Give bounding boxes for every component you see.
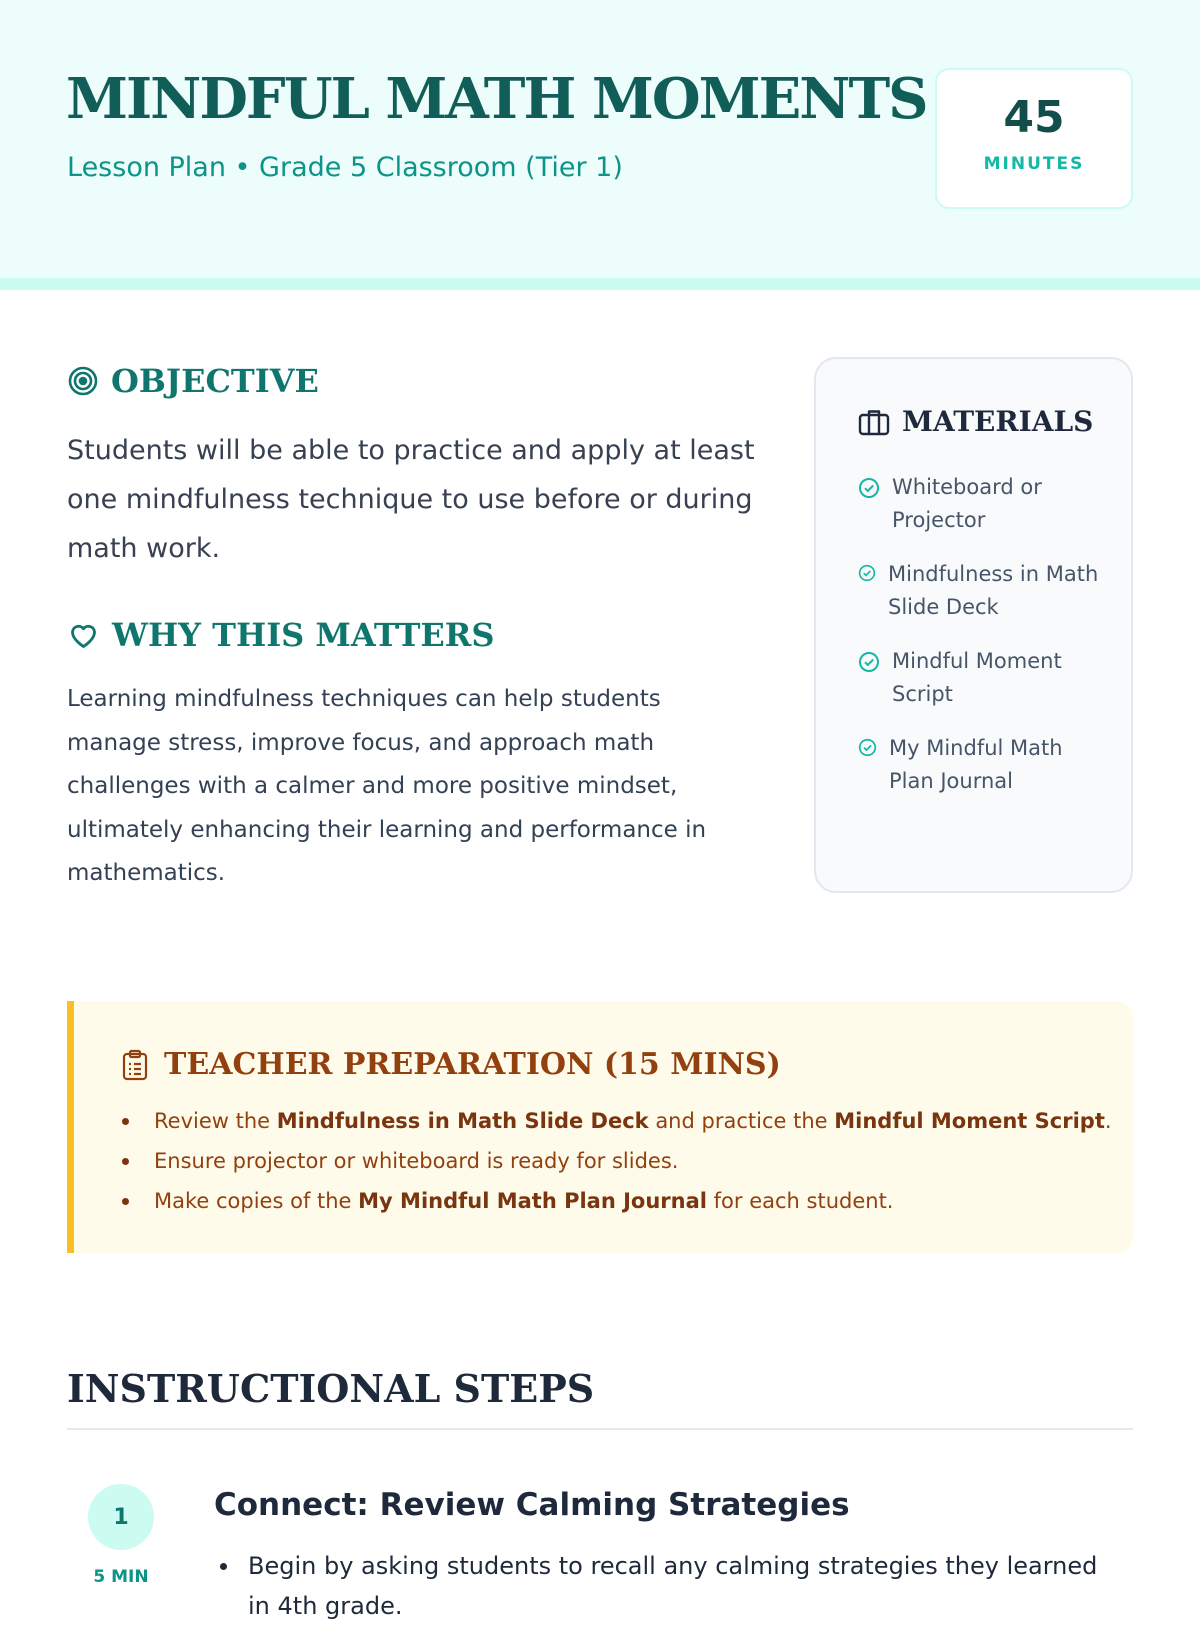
divider <box>67 1428 1133 1430</box>
check-circle-icon <box>858 738 877 757</box>
prep-heading <box>122 1047 781 1082</box>
text: and practice the <box>648 1109 835 1133</box>
prep-list <box>122 1101 1122 1221</box>
check-circle-icon <box>858 651 880 673</box>
teacher-prep-callout <box>67 1001 1133 1253</box>
list-item: Begin by asking students to recall any calming strategies they learned in 4th grade. <box>220 1546 1120 1626</box>
list-item <box>858 645 1108 711</box>
target-icon <box>67 365 99 397</box>
step-bullets <box>220 1546 1120 1626</box>
materials-heading <box>858 405 1093 438</box>
text: Ensure projector or whiteboard is ready for slides. <box>154 1149 679 1173</box>
list-item <box>858 732 1108 798</box>
list-item <box>858 558 1108 624</box>
duration-unit: MINUTES <box>983 154 1085 174</box>
text: Review the <box>154 1109 277 1133</box>
objective-heading-label: OBJECTIVE <box>111 362 319 400</box>
step-time: 5 MIN <box>93 1567 149 1587</box>
objective-text: Students will be able to practice and apply at least one mindfulness technique to use before or during math work. <box>67 435 755 564</box>
check-circle-icon <box>858 564 876 582</box>
steps-heading: INSTRUCTIONAL STEPS <box>67 1366 595 1411</box>
emphasis: My Mindful Math Plan Journal <box>358 1189 707 1213</box>
heart-icon <box>67 620 100 651</box>
materials-card <box>814 357 1133 893</box>
why-text: Learning mindfulness techniques can help students manage stress, improve focus, and approach math challenges with a calmer and more positive mindset, ultimately enhancing their learning and performance in mathematics. <box>67 686 707 886</box>
why-heading-label: WHY THIS MATTERS <box>112 616 495 654</box>
text: Make copies of the <box>154 1189 359 1213</box>
page-title: MINDFUL MATH MOMENTS <box>66 66 927 132</box>
materials-heading-label: MATERIALS <box>902 405 1094 438</box>
emphasis: Mindful Moment Script <box>834 1109 1105 1133</box>
list-item <box>122 1141 1122 1181</box>
material-label: My Mindful Math Plan Journal <box>889 736 1063 793</box>
step-title: Connect: Review Calming Strategies <box>214 1487 850 1523</box>
list-item <box>122 1101 1122 1141</box>
prep-heading-label: TEACHER PREPARATION (15 MINS) <box>164 1047 781 1082</box>
check-circle-icon <box>858 477 880 499</box>
lesson-header <box>0 0 1200 290</box>
emphasis: Mindfulness in Math Slide Deck <box>276 1109 649 1133</box>
duration-value: 45 <box>1003 92 1065 143</box>
text: . <box>1104 1109 1112 1133</box>
material-label: Mindfulness in Math Slide Deck <box>888 562 1099 619</box>
material-label: Mindful Moment Script <box>892 649 1062 706</box>
list-item <box>858 471 1108 537</box>
materials-list <box>858 471 1108 819</box>
objective-heading <box>67 362 319 400</box>
list-item <box>122 1181 1122 1221</box>
text: for each student. <box>706 1189 894 1213</box>
page-subtitle: Lesson Plan • Grade 5 Classroom (Tier 1) <box>67 152 623 183</box>
why-heading <box>67 616 495 654</box>
clipboard-icon <box>122 1049 148 1081</box>
step-number-badge: 1 <box>88 1484 154 1550</box>
material-label: Whiteboard or Projector <box>892 475 1042 532</box>
duration-card <box>935 68 1133 209</box>
briefcase-icon <box>858 408 890 436</box>
